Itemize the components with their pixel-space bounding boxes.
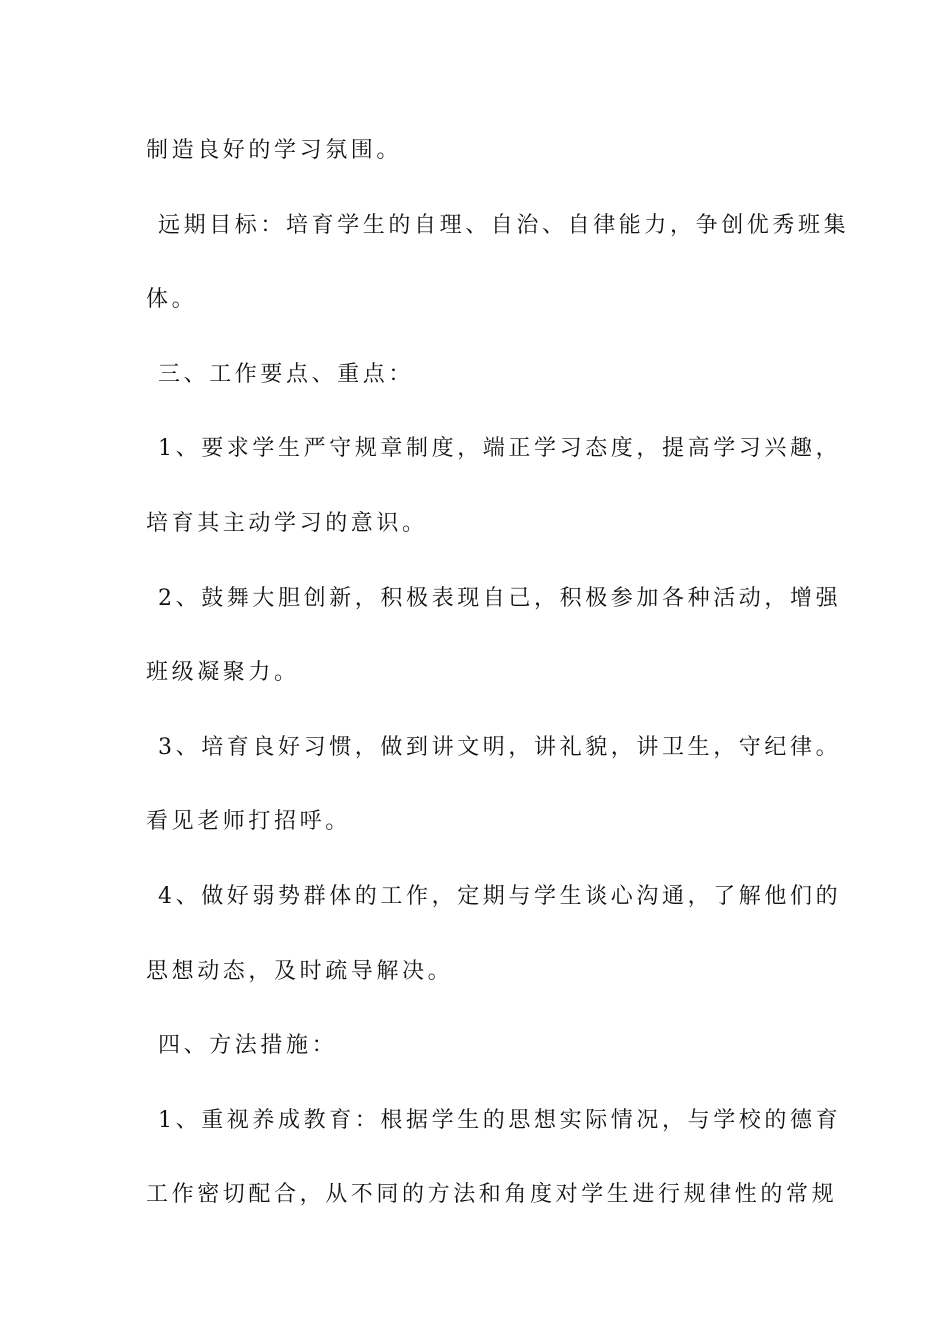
text-line: 制造良好的学习氛围。 <box>146 138 403 163</box>
text-line: 远期目标：培育学生的自理、自治、自律能力，争创优秀班集 <box>158 212 850 238</box>
text-line: 工作密切配合，从不同的方法和角度对学生进行规律性的常规 <box>146 1182 838 1208</box>
text-line: 思想动态，及时疏导解决。 <box>146 958 454 984</box>
text-line: 4、做好弱势群体的工作，定期与学生谈心沟通，了解他们的 <box>158 883 842 909</box>
section-heading: 四、方法措施： <box>158 1033 338 1059</box>
text-line: 2、鼓舞大胆创新，积极表现自己，积极参加各种活动，增强 <box>158 585 842 611</box>
text-line: 看见老师打招呼。 <box>146 809 351 835</box>
text-line: 3、培育良好习惯，做到讲文明，讲礼貌，讲卫生，守纪律。 <box>158 734 842 760</box>
text-line: 体。 <box>146 287 198 313</box>
text-line: 1、要求学生严守规章制度，端正学习态度，提高学习兴趣， <box>158 436 842 462</box>
text-line: 培育其主动学习的意识。 <box>146 510 428 536</box>
text-line: 班级凝聚力。 <box>146 660 300 686</box>
document-body <box>146 124 850 1243</box>
section-heading: 三、工作要点、重点： <box>158 361 415 387</box>
text-line: 1、重视养成教育：根据学生的思想实际情况，与学校的德育 <box>158 1107 842 1133</box>
